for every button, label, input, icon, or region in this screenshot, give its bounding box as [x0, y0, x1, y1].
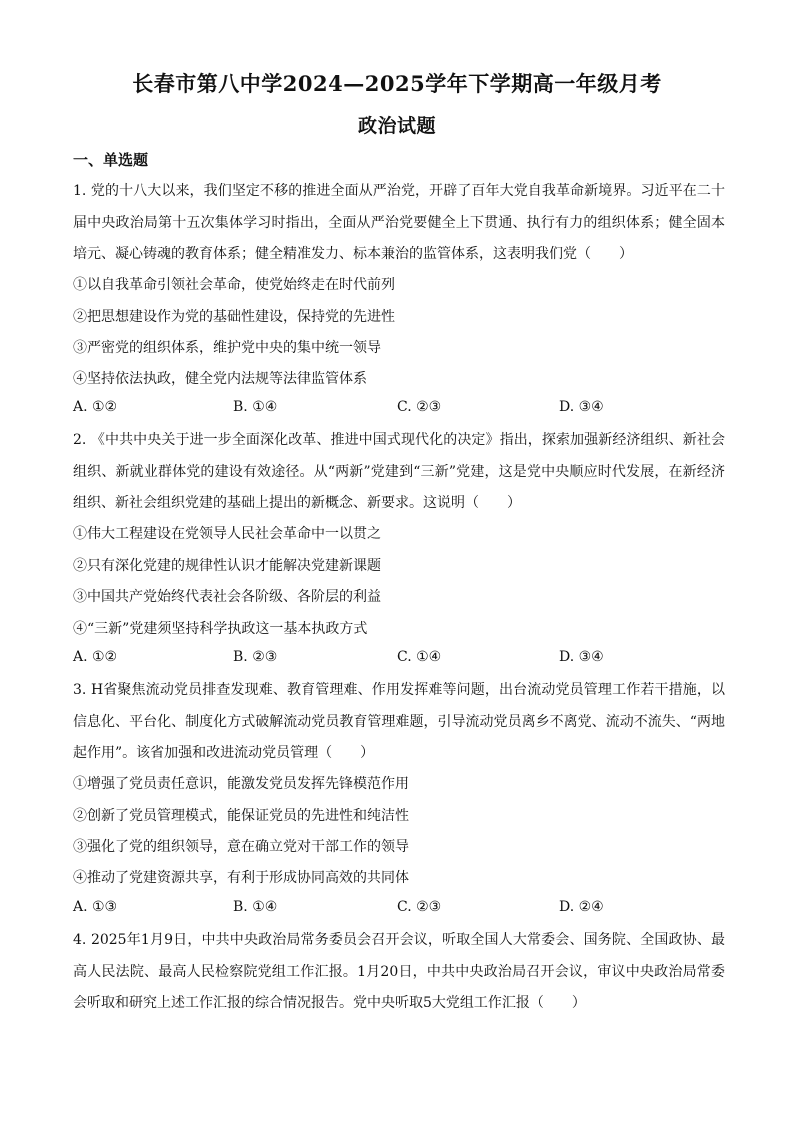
question-2-option-2: ②只有深化党建的规律性认识才能解决党建新课题: [73, 558, 381, 574]
question-1-choice-c[interactable]: C. ②③: [397, 399, 442, 415]
question-3-choice-a[interactable]: A. ①③: [73, 899, 118, 915]
question-1-option-2: ②把思想建设作为党的基础性建设，保持党的先进性: [73, 309, 395, 325]
question-3-choice-b[interactable]: B. ①④: [233, 899, 278, 915]
question-3-choice-d[interactable]: D. ②④: [559, 899, 604, 915]
question-3-answer-choices: [73, 899, 733, 921]
question-1-option-3: ③严密党的组织体系，维护党中央的集中统一领导: [73, 340, 381, 356]
question-2-choice-a[interactable]: A. ①②: [73, 649, 118, 665]
question-2-choice-d[interactable]: D. ③④: [559, 649, 604, 665]
question-1-choice-a[interactable]: A. ①②: [73, 399, 118, 415]
question-3-option-2: ②创新了党员管理模式，能保证党员的先进性和纯洁性: [73, 808, 409, 824]
question-2-option-3: ③中国共产党始终代表社会各阶级、各阶层的利益: [73, 589, 381, 605]
exam-title: 长春市第八中学2024—2025学年下学期高一年级月考: [132, 71, 662, 96]
question-4-stem: 4. 2025年1月9日，中共中央政治局常务委员会召开会议，听取全国人大常委会、国务院、全国政协、最高人民法院、最高人民检察院党组工作汇报。1月20日，中共中央政治局召开会议，审议中央政治局常委会听取和研究上述工作汇报的综合情况报告。党中央听取5大党组工作汇报（ ）: [73, 932, 725, 1011]
question-1-choice-b[interactable]: B. ①④: [233, 399, 278, 415]
section-heading: 一、单选题: [73, 151, 149, 169]
question-3-option-1: ①增强了党员责任意识，能激发党员发挥先锋模范作用: [73, 776, 409, 792]
question-3-stem: 3. H省聚焦流动党员排查发现难、教育管理难、作用发挥难等问题，出台流动党员管理工作若干措施，以信息化、平台化、制度化方式破解流动党员教育管理难题，引导流动党员离乡不离党、流动不流失、“两地起作用”。该省加强和改进流动党员管理（ ）: [73, 682, 725, 761]
question-1-stem: 1. 党的十八大以来，我们坚定不移的推进全面从严治党，开辟了百年大党自我革命新境界。习近平在二十届中央政治局第十五次集体学习时指出，全面从严治党要健全上下贯通、执行有力的组织体系；健全固本培元、凝心铸魂的教育体系；健全精准发力、标本兼治的监管体系，这表明我们党（ ）: [73, 183, 725, 262]
exam-subject-title: 政治试题: [357, 115, 436, 137]
question-2-stem: 2. 《中共中央关于进一步全面深化改革、推进中国式现代化的决定》指出，探索加强新经济组织、新社会组织、新就业群体党的建设有效途径。从“两新”党建到“三新”党建，这是党中央顺应时代发展，在新经济组织、新社会组织党建的基础上提出的新概念、新要求。这说明（ ）: [73, 432, 725, 511]
question-1-answer-choices: [73, 399, 733, 421]
question-2-choice-b[interactable]: B. ②③: [233, 649, 278, 665]
question-3-choice-c[interactable]: C. ②③: [397, 899, 442, 915]
question-3-option-4: ④推动了党建资源共享，有利于形成协同高效的共同体: [73, 870, 409, 886]
question-2-option-4: ④“三新”党建须坚持科学执政这一基本执政方式: [73, 621, 368, 637]
question-2-answer-choices: [73, 649, 733, 671]
question-3-option-3: ③强化了党的组织领导，意在确立党对干部工作的领导: [73, 839, 409, 855]
question-1-option-1: ①以自我革命引领社会革命，使党始终走在时代前列: [73, 277, 395, 293]
question-2-choice-c[interactable]: C. ①④: [397, 649, 442, 665]
question-1-choice-d[interactable]: D. ③④: [559, 399, 604, 415]
question-1-option-4: ④坚持依法执政，健全党内法规等法律监管体系: [73, 371, 367, 387]
question-2-option-1: ①伟大工程建设在党领导人民社会革命中一以贯之: [73, 526, 381, 542]
